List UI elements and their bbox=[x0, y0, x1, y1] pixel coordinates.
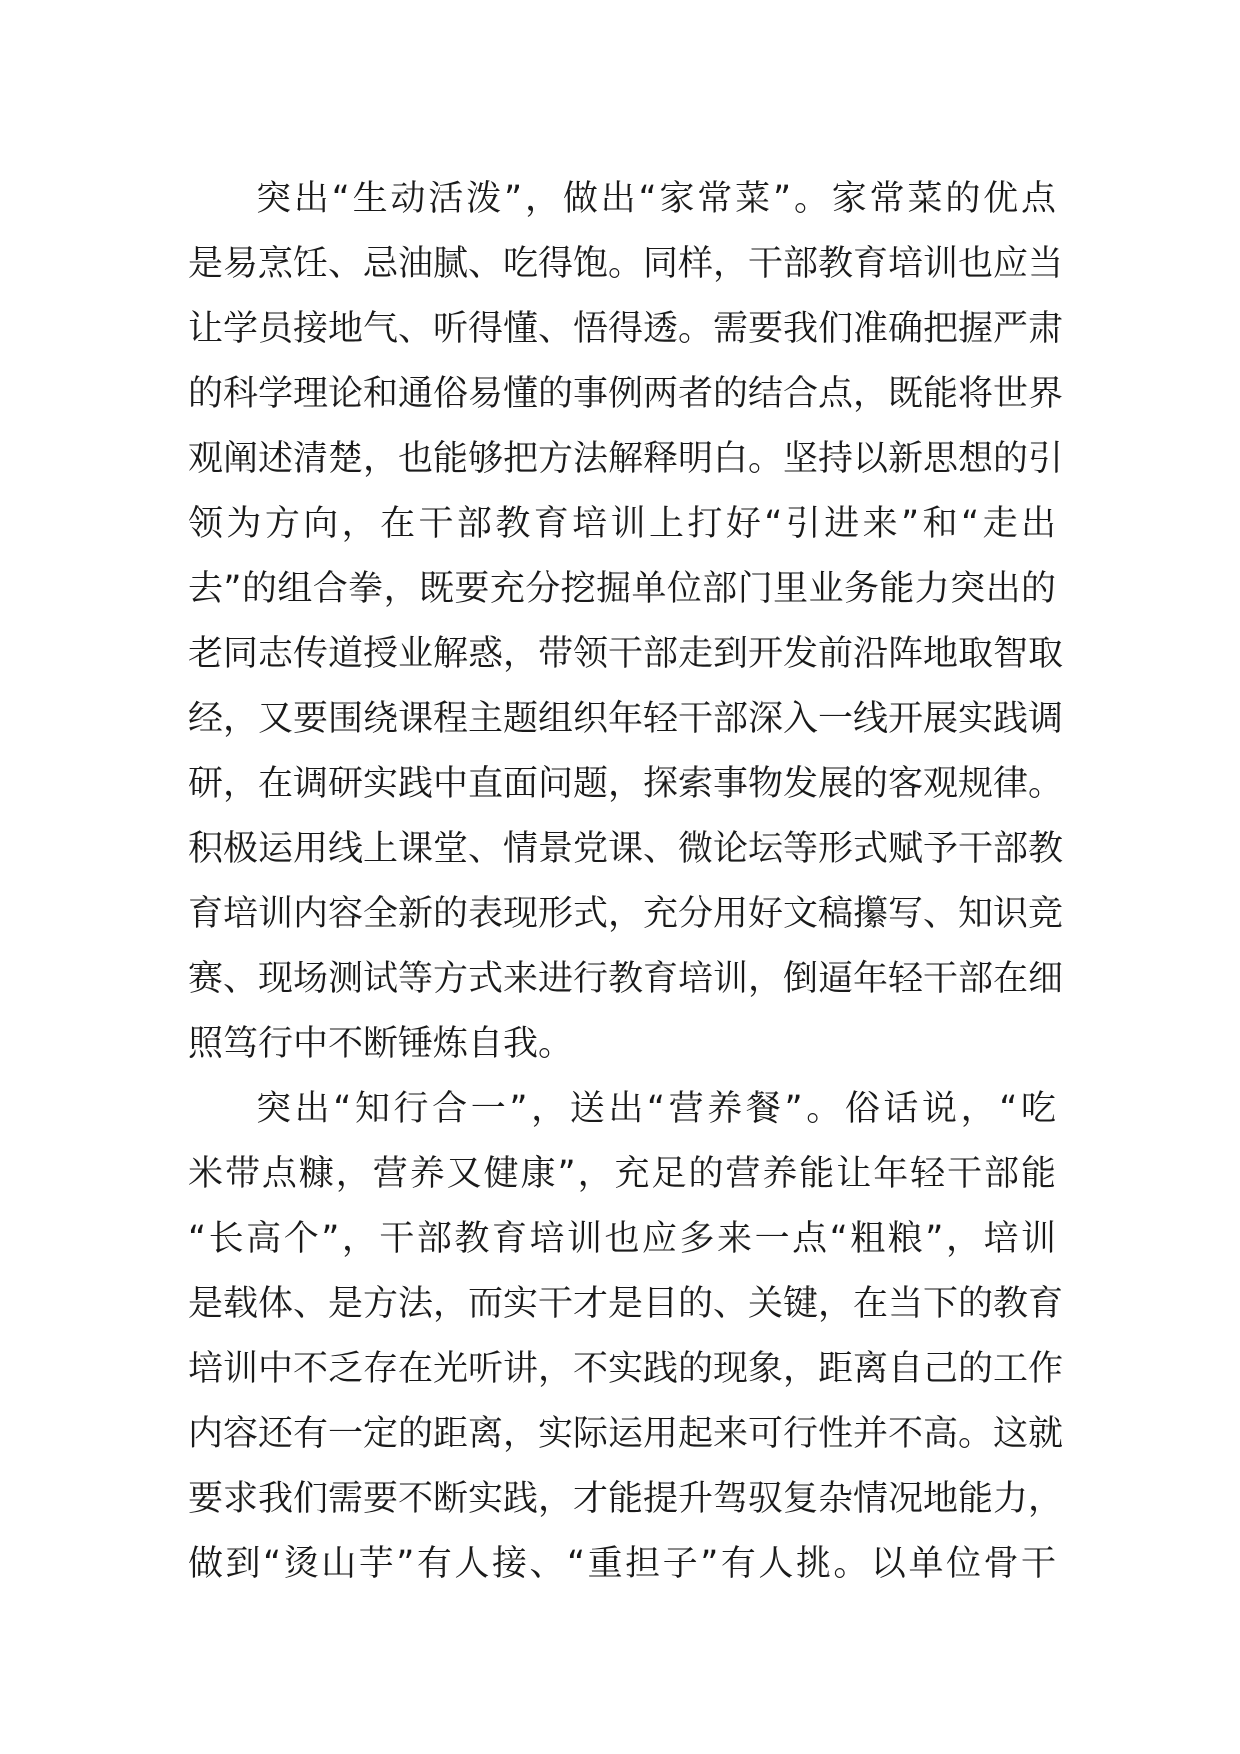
text-line: 突出“知行合一”，送出“营养餐”。俗话说，“吃 bbox=[256, 1089, 1056, 1129]
paragraph-homestyle-dish bbox=[188, 167, 1064, 1077]
text-line: 积极运用线上课堂、情景党课、微论坛等形式赋予干部教 bbox=[188, 829, 1064, 869]
text-line: 突出“生动活泼”，做出“家常菜”。家常菜的优点 bbox=[256, 179, 1056, 219]
text-line: 领为方向，在干部教育培训上打好“引进来”和“走出 bbox=[188, 504, 1056, 544]
text-line: 是易烹饪、忌油腻、吃得饱。同样，干部教育培训也应当 bbox=[188, 244, 1064, 284]
text-line: 是载体、是方法，而实干才是目的、关键，在当下的教育 bbox=[188, 1284, 1064, 1324]
text-line: 让学员接地气、听得懂、悟得透。需要我们准确把握严肃 bbox=[188, 309, 1064, 349]
text-line: 育培训内容全新的表现形式，充分用好文稿攥写、知识竞 bbox=[188, 894, 1064, 934]
text-line: 培训中不乏存在光听讲，不实践的现象，距离自己的工作 bbox=[188, 1349, 1064, 1389]
text-line: 要求我们需要不断实践，才能提升驾驭复杂情况地能力， bbox=[188, 1479, 1064, 1519]
text-line: 赛、现场测试等方式来进行教育培训，倒逼年轻干部在细 bbox=[188, 959, 1064, 999]
text-line: “长高个”，干部教育培训也应多来一点“粗粮”，培训 bbox=[188, 1219, 1056, 1259]
text-line: 观阐述清楚，也能够把方法解释明白。坚持以新思想的引 bbox=[188, 439, 1064, 479]
text-line: 研，在调研实践中直面问题，探索事物发展的客观规律。 bbox=[188, 764, 1064, 804]
text-line: 内容还有一定的距离，实际运用起来可行性并不高。这就 bbox=[188, 1414, 1064, 1454]
text-line: 做到“烫山芋”有人接、“重担子”有人挑。以单位骨干 bbox=[188, 1544, 1056, 1584]
text-line: 的科学理论和通俗易懂的事例两者的结合点，既能将世界 bbox=[188, 374, 1064, 414]
text-line: 老同志传道授业解惑，带领干部走到开发前沿阵地取智取 bbox=[188, 634, 1064, 674]
text-line: 经，又要围绕课程主题组织年轻干部深入一线开展实践调 bbox=[188, 699, 1064, 739]
text-line: 米带点糠，营养又健康”，充足的营养能让年轻干部能 bbox=[188, 1154, 1056, 1194]
paragraph-nutrition-meal bbox=[188, 1077, 1064, 1597]
text-line: 去”的组合拳，既要充分挖掘单位部门里业务能力突出的 bbox=[188, 569, 1056, 609]
text-line: 照笃行中不断锤炼自我。 bbox=[188, 1024, 574, 1064]
